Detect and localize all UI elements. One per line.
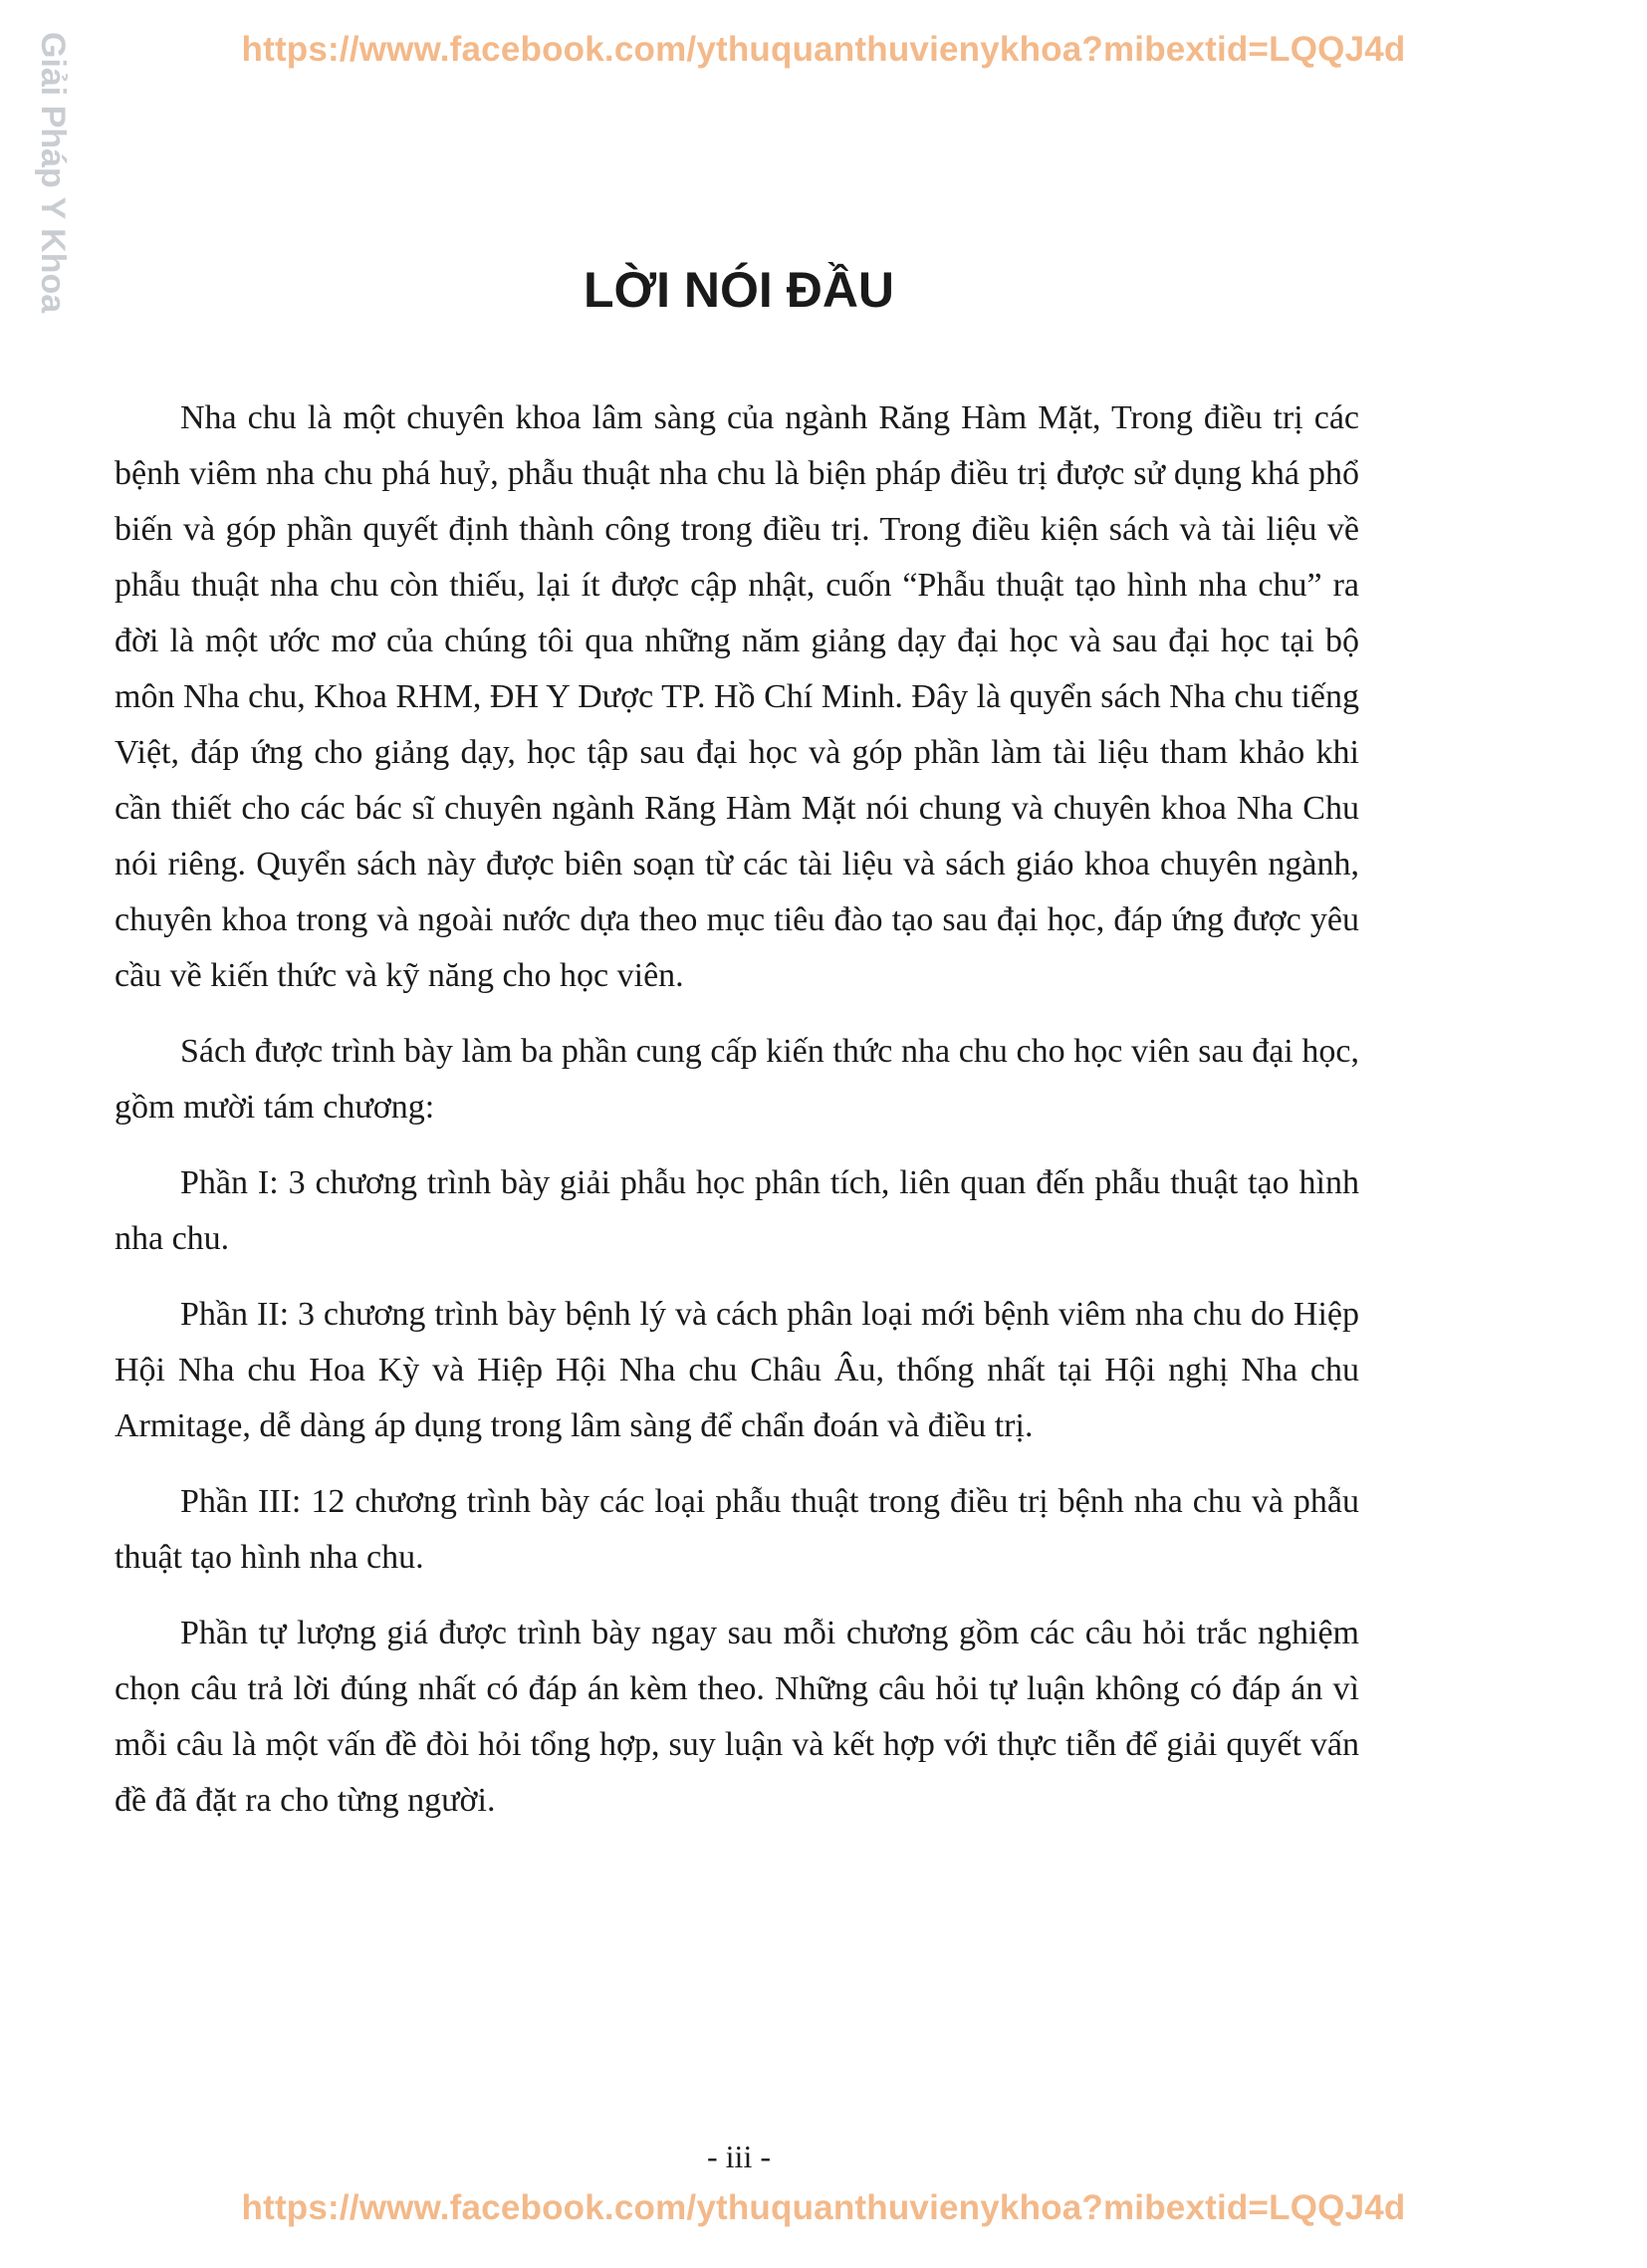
paragraph-intro: Nha chu là một chuyên khoa lâm sàng của ngành Răng Hàm Mặt, Trong điều trị các bệnh viêm nha chu phá huỷ, phẫu thuật nha chu là biện pháp điều trị được sử dụng khá phổ biến và góp phần quyết định thành công trong điều trị. Trong điều kiện sách và tài liệu về phẫu thuật nha chu còn thiếu, lại ít được cập nhật, cuốn “Phẫu thuật tạo hình nha chu” ra đời là một ước mơ của chúng tôi qua những năm giảng dạy đại học và sau đại học tại bộ môn Nha chu, Khoa RHM, ĐH Y Dược TP. Hồ Chí Minh. Đây là quyển sách Nha chu tiếng Việt, đáp ứng cho giảng dạy, học tập sau đại học và góp phần làm tài liệu tham khảo khi cần thiết cho các bác sĩ chuyên ngành Răng Hàm Mặt nói chung và chuyên khoa Nha Chu nói riêng. Quyển sách này được biên soạn từ các tài liệu và sách giáo khoa chuyên ngành, chuyên khoa trong và ngoài nước dựa theo mục tiêu đào tạo sau đại học, đáp ứng được yêu cầu về kiến thức và kỹ năng cho học viên. xyxy=(115,399,1359,994)
paragraph-self-assessment: Phần tự lượng giá được trình bày ngay sau mỗi chương gồm các câu hỏi trắc nghiệm chọn câu trả lời đúng nhất có đáp án kèm theo. Những câu hỏi tự luận không có đáp án vì mỗi câu là một vấn đề đòi hỏi tổng hợp, suy luận và kết hợp với thực tiễn để giải quyết vấn đề đã đặt ra cho từng người. xyxy=(115,1615,1359,1819)
side-watermark-text: Giải Pháp Y Khoa xyxy=(34,32,72,314)
paragraph-part-2: Phần II: 3 chương trình bày bệnh lý và cách phân loại mới bệnh viêm nha chu do Hiệp Hội Nha chu Hoa Kỳ và Hiệp Hội Nha chu Châu Âu, thống nhất tại Hội nghị Nha chu Armitage, dễ dàng áp dụng trong lâm sàng để chẩn đoán và điều trị. xyxy=(115,1296,1359,1444)
paragraph-part-3: Phần III: 12 chương trình bày các loại phẫu thuật trong điều trị bệnh nha chu và phẫu thuật tạo hình nha chu. xyxy=(115,1483,1359,1576)
watermark-url-top[interactable]: https://www.facebook.com/ythuquanthuvienykhoa?mibextid=LQQJ4d xyxy=(241,30,1406,69)
paragraph-structure: Sách được trình bày làm ba phần cung cấp kiến thức nha chu cho học viên sau đại học, gồm mười tám chương: xyxy=(115,1033,1359,1126)
watermark-url-bottom[interactable]: https://www.facebook.com/ythuquanthuvienykhoa?mibextid=LQQJ4d xyxy=(241,2188,1406,2227)
preface-body xyxy=(115,390,1359,1849)
paragraph-part-1: Phần I: 3 chương trình bày giải phẫu học phân tích, liên quan đến phẫu thuật tạo hình nha chu. xyxy=(115,1164,1359,1257)
page-title: LỜI NÓI ĐẦU xyxy=(583,262,895,318)
page-number: - iii - xyxy=(707,2139,771,2174)
